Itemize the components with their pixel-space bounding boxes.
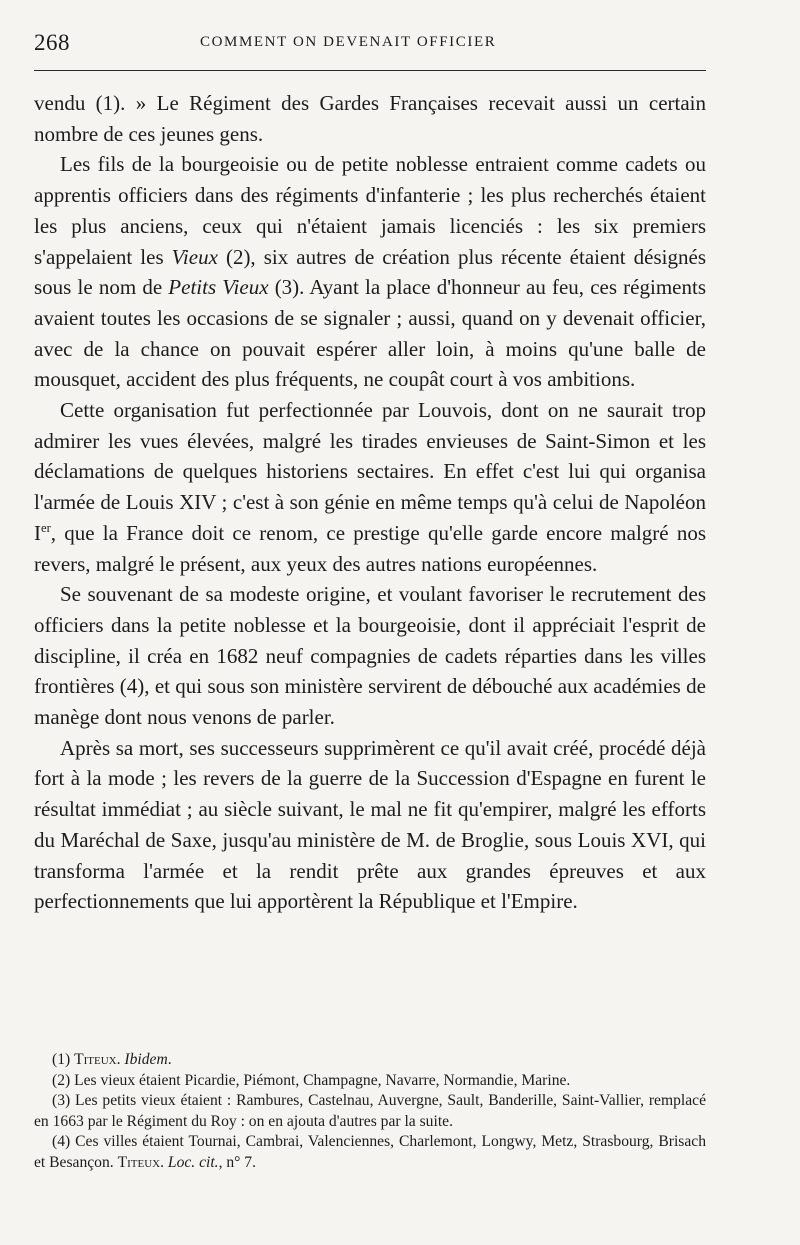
- page-header: [34, 0, 710, 72]
- text-run: , que la France doit ce renom, ce prestige qu'elle garde encore malgré nos revers, malgré le présent, aux yeux des autres nations européennes.: [34, 520, 706, 576]
- text-run: Les fils de la bourgeoisie ou de petite noblesse entraient comme cadets ou apprentis officiers dans des régiments d'infanterie ; les plus recherchés étaient les plus anciens, ceux qui n'étaient jamais licenciés : les six premiers s'appelaient les: [34, 152, 706, 269]
- body-text: [34, 88, 706, 917]
- page-number: 268: [34, 30, 70, 55]
- footnotes: [34, 1050, 706, 1173]
- text-run: (4) Ces villes étaient Tournai, Cambrai, Valenciennes, Charlemont, Longwy, Metz, Strasbourg, Brisach et Besançon.: [34, 1133, 706, 1171]
- paragraph: [34, 88, 706, 149]
- text-run: Loc. cit.: [167, 1153, 219, 1171]
- text-run: .: [160, 1153, 168, 1171]
- text-run: (2) Les vieux étaient Picardie, Piémont, Champagne, Navarre, Normandie, Marine.: [52, 1071, 571, 1089]
- text-run: Après sa mort, ses successeurs supprimèrent ce qu'il avait créé, procédé déjà fort à la mode ; les revers de la guerre de la Succession d'Espagne en furent le résultat immédiat ; au siècle suivant, le mal ne fit qu'empirer, malgré les efforts du Maréchal de Saxe, jusqu'au ministère de M. de Broglie, sous Louis XVI, qui transforma l'armée et la rendit prête aux grandes épreuves et aux perfectionnements que lui apportèrent la République et l'Empire.: [34, 735, 706, 914]
- footnote: [34, 1132, 706, 1173]
- paragraph: [34, 733, 706, 917]
- text-run: , n° 7.: [218, 1153, 257, 1171]
- paragraph: [34, 395, 706, 579]
- running-title: COMMENT ON DEVENAIT OFFICIER: [200, 34, 497, 50]
- text-run: .: [167, 1051, 172, 1068]
- text-run: Se souvenant de sa modeste origine, et voulant favoriser le recrutement des officiers dans la petite noblesse et la bourgeoisie, dont il appréciait l'esprit de discipline, il créa en 1682 neuf compagnies de cadets réparties dans les villes frontières (4), et qui sous son ministère servirent de débouché aux académies de manège dont nous venons de parler.: [34, 582, 706, 730]
- book-page: [34, 0, 710, 1171]
- paragraph: [34, 149, 706, 395]
- text-run: vendu (1). » Le Régiment des Gardes Françaises recevait aussi un certain nombre de ces jeunes gens.: [34, 91, 706, 146]
- header-rule: [34, 70, 706, 71]
- text-run: .: [116, 1051, 125, 1068]
- text-run: (3) Les petits vieux étaient : Rambures, Castelnau, Auvergne, Sault, Banderille, Saint-Vallier, remplacé en 1663 par le Régiment du Roy : on en ajouta d'autres par la suite.: [34, 1092, 706, 1130]
- text-run: Ibidem: [124, 1051, 168, 1068]
- text-run: Vieux: [171, 244, 218, 269]
- text-run: (2), six autres de création plus récente étaient désignés sous le nom de: [34, 244, 706, 300]
- text-run: (1): [52, 1051, 75, 1068]
- text-run: Cette organisation fut perfectionnée par Louvois, dont on ne saurait trop admirer les vues élevées, malgré les tirades envieuses de Saint-Simon et les déclamations de quelques historiens sectaires. En effet c'est lui qui organisa l'armée de Louis XIV ; c'est à son génie en même temps qu'à celui de Napoléon I: [34, 398, 706, 545]
- text-run: er: [41, 520, 51, 535]
- paragraph: [34, 579, 706, 733]
- text-run: Petits Vieux: [168, 275, 269, 300]
- text-run: (3). Ayant la place d'honneur au feu, ces régiments avaient toutes les occasions de se signaler ; aussi, quand on y devenait officier, avec de la chance on pouvait espérer aller loin, à moins qu'une balle de mousquet, accident des plus fréquents, ne coupât court à vos ambitions.: [34, 275, 706, 392]
- footnote: [34, 1050, 706, 1071]
- text-run: Titeux: [117, 1153, 161, 1171]
- text-run: Titeux: [74, 1051, 117, 1068]
- footnote: [34, 1071, 706, 1092]
- footnote: [34, 1091, 706, 1132]
